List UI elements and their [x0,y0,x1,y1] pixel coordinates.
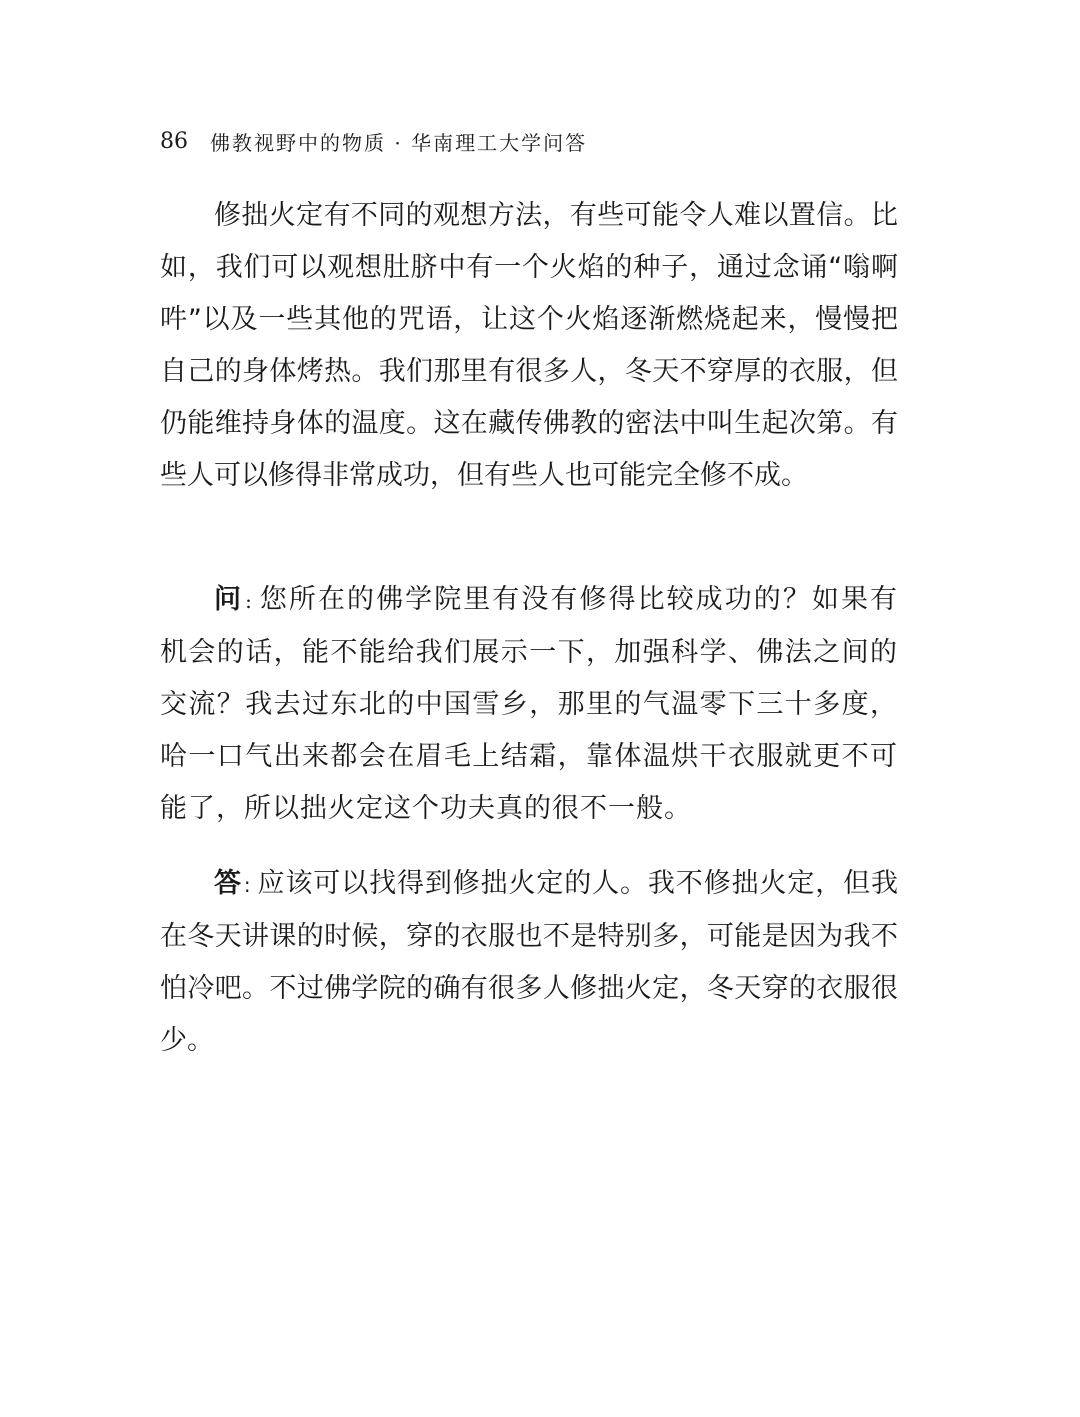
running-head [160,124,900,158]
running-head-title: 佛教视野中的物质 · 华南理工大学问答 [210,130,588,155]
answer-colon: : [243,873,251,897]
question-label: 问 [214,584,244,615]
intro-paragraph: 修拙火定有不同的观想方法，有些可能令人难以置信。比如，我们可以观想肚脐中有一个火焰的种子，通过念诵“嗡啊吽”以及一些其他的咒语，让这个火焰逐渐燃烧起来，慢慢把自己的身体烤热。我们那里有很多人，冬天不穿厚的衣服，但仍能维持身体的温度。这在藏传佛教的密法中叫生起次第。有些人可以修得非常成功，但有些人也可能完全修不成。 [160,200,898,491]
answer-paragraph [160,858,898,1067]
answer-label: 答 [214,868,242,899]
question-paragraph [160,574,898,835]
answer-text: 应该可以找得到修拙火定的人。我不修拙火定，但我在冬天讲课的时候，穿的衣服也不是特别多，可能是因为我不怕冷吧。不过佛学院的确有很多人修拙火定，冬天穿的衣服很少。 [160,868,899,1056]
question-text: 您所在的佛学院里有没有修得比较成功的？如果有机会的话，能不能给我们展示一下，加强科学、佛法之间的交流？我去过东北的中国雪乡，那里的气温零下三十多度，哈一口气出来都会在眉毛上结霜，靠体温烘干衣服就更不可能了，所以拙火定这个功夫真的很不一般。 [160,584,899,824]
question-colon: : [245,589,253,613]
page-number: 86 [160,128,188,154]
